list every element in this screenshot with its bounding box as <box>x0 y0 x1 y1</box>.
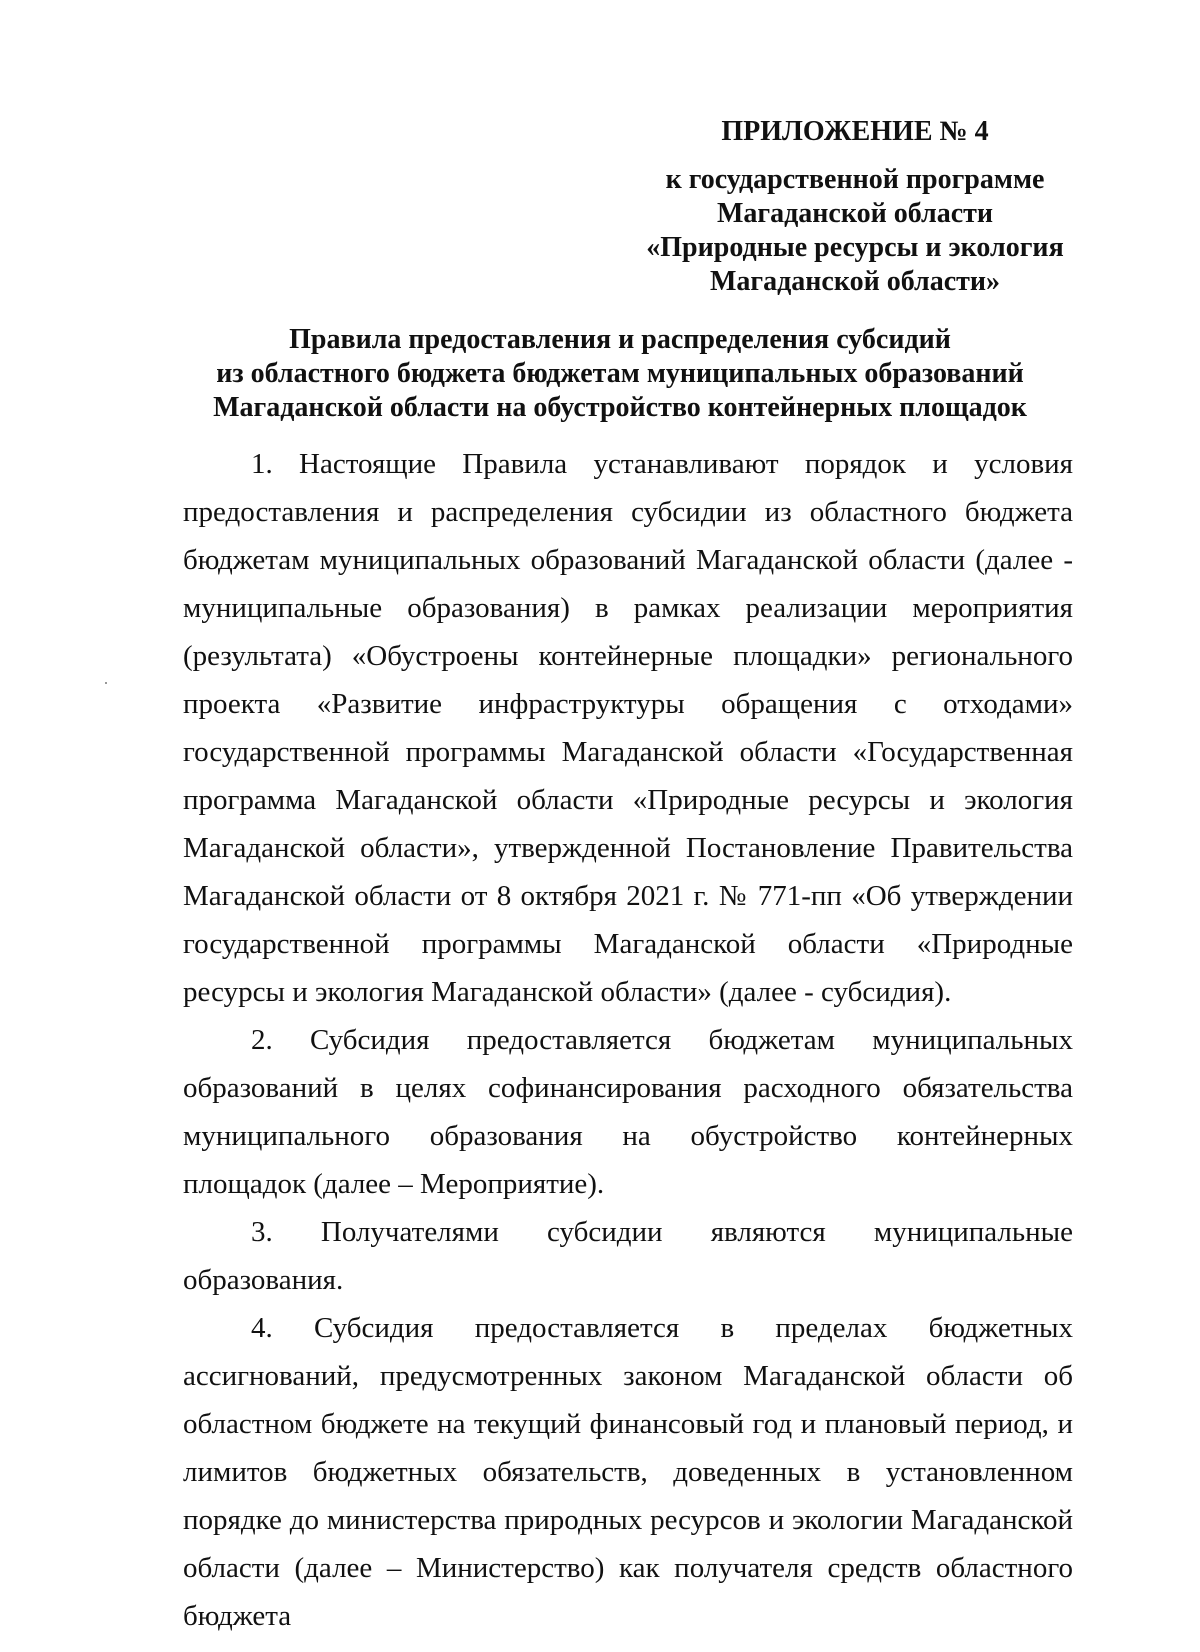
paragraph-2: 2. Субсидия предоставляется бюджетам муниципальных образований в целях софинансирования расходного обязательства муниципального образования на обустройство контейнерных площадок (далее – Мероприятие). <box>183 1024 1073 1200</box>
appendix-line: к государственной программе <box>665 164 1045 195</box>
appendix-title: ПРИЛОЖЕНИЕ № 4 <box>721 116 989 147</box>
appendix-header <box>620 115 1090 299</box>
rules-title-line: из областного бюджета бюджетам муниципальных образований <box>216 358 1024 389</box>
rules-title-line: Правила предоставления и распределения субсидий <box>289 324 951 355</box>
paragraph-4: 4. Субсидия предоставляется в пределах бюджетных ассигнований, предусмотренных законом Магаданской области об областном бюджете на текущий финансовый год и плановый период, и лимитов бюджетных обязательств, доведенных в установленном порядке до министерства природных ресурсов и экологии Магаданской области (далее – Министерство) как получателя средств областного бюджета <box>183 1312 1073 1632</box>
appendix-line: Магаданской области» <box>709 266 1001 297</box>
scan-speck <box>105 682 107 684</box>
appendix-line: Магаданской области <box>716 198 994 229</box>
rules-title <box>160 323 1080 425</box>
appendix-line: «Природные ресурсы и экология <box>646 232 1064 263</box>
paragraph-1: 1. Настоящие Правила устанавливают порядок и условия предоставления и распределения субсидии из областного бюджета бюджетам муниципальных образований Магаданской области (далее - муниципальные образования) в рамках реализации мероприятия (результата) «Обустроены контейнерные площадки» регионального проекта «Развитие инфраструктуры обращения с отходами» государственной программы Магаданской области «Государственная программа Магаданской области «Природные ресурсы и экология Магаданской области», утвержденной Постановление Правительства Магаданской области от 8 октября 2021 г. № 771-пп «Об утверждении государственной программы Магаданской области «Природные ресурсы и экология Магаданской области» (далее - субсидия). <box>183 448 1073 1008</box>
paragraph-3: 3. Получателями субсидии являются муниципальные образования. <box>183 1216 1073 1296</box>
document-body <box>183 440 1073 1640</box>
rules-title-line: Магаданской области на обустройство контейнерных площадок <box>213 392 1027 423</box>
